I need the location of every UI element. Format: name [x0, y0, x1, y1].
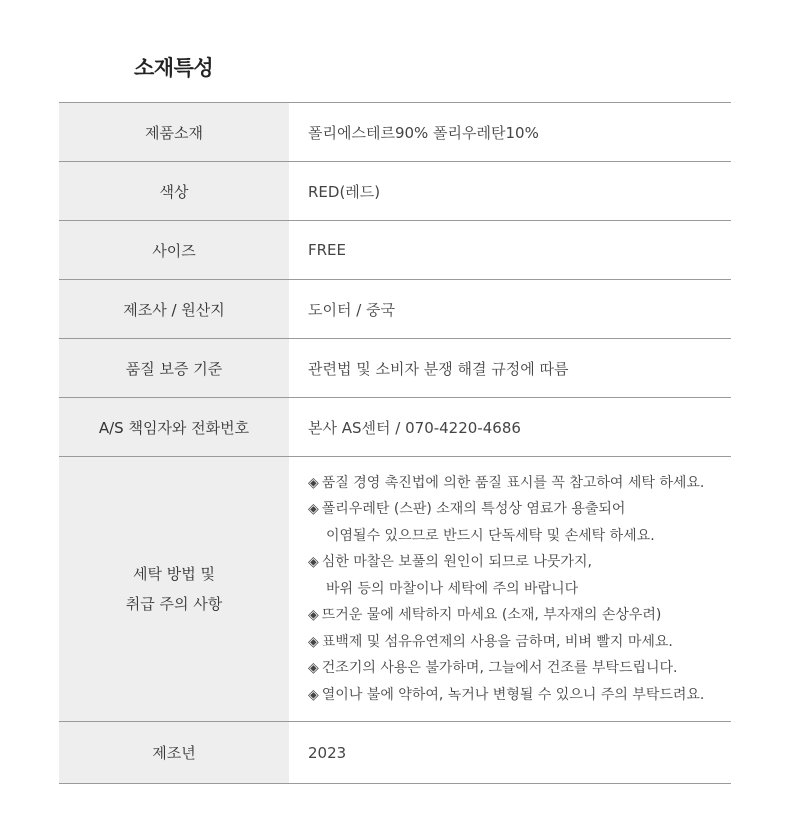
row-value-quality: 관련법 및 소비자 분쟁 해결 규정에 따름 — [289, 339, 731, 398]
table-row — [59, 398, 731, 457]
list-item: 이염될수 있으므로 반드시 단독세탁 및 손세탁 하세요. — [326, 527, 655, 544]
diamond-bullet-icon: ◈ — [308, 607, 319, 624]
row-value-material: 폴리에스테르90% 폴리우레탄10% — [289, 103, 731, 162]
row-label-material: 제품소재 — [59, 103, 289, 162]
list-item: ◈ 표백제 및 섬유유연제의 사용을 금하며, 비벼 빨지 마세요. — [308, 633, 673, 650]
diamond-bullet-icon: ◈ — [308, 474, 319, 491]
row-label-manufacturer: 제조사 / 원산지 — [59, 280, 289, 339]
list-item: ◈ 뜨거운 물에 세탁하지 마세요 (소재, 부자재의 손상우려) — [308, 607, 662, 624]
diamond-bullet-icon: ◈ — [308, 660, 319, 677]
diamond-bullet-icon: ◈ — [308, 501, 319, 518]
diamond-bullet-icon: ◈ — [308, 633, 319, 650]
row-value-size: FREE — [289, 221, 731, 280]
table-row — [59, 162, 731, 221]
table-row — [59, 339, 731, 398]
product-spec-table — [59, 102, 731, 784]
table-row — [59, 103, 731, 162]
row-label-care — [59, 457, 289, 722]
row-label-size: 사이즈 — [59, 221, 289, 280]
diamond-bullet-icon: ◈ — [308, 554, 319, 571]
care-label-line2: 취급 주의 사항 — [125, 595, 223, 613]
list-item: ◈ 심한 마찰은 보풀의 원인이 되므로 나뭇가지, — [308, 554, 592, 571]
row-value-care — [289, 457, 731, 722]
list-item: ◈ 건조기의 사용은 불가하며, 그늘에서 건조를 부탁드립니다. — [308, 660, 678, 677]
row-label-color: 색상 — [59, 162, 289, 221]
table-row — [59, 221, 731, 280]
section-title: 소재특성 — [134, 56, 214, 80]
row-value-manufacturer: 도이터 / 중국 — [289, 280, 731, 339]
care-label-line1: 세탁 방법 및 — [133, 565, 215, 583]
table-row — [59, 280, 731, 339]
row-value-as-contact: 본사 AS센터 / 070-4220-4686 — [289, 398, 731, 457]
row-value-manufacture-year: 2023 — [289, 722, 731, 784]
list-item: ◈ 열이나 불에 약하여, 녹거나 변형될 수 있으니 주의 부탁드려요. — [308, 686, 705, 703]
diamond-bullet-icon: ◈ — [308, 686, 319, 703]
care-notes-list — [308, 470, 731, 709]
row-label-as-contact: A/S 책임자와 전화번호 — [59, 398, 289, 457]
table-row — [59, 722, 731, 784]
table-row — [59, 457, 731, 722]
list-item: 바위 등의 마찰이나 세탁에 주의 바랍니다 — [326, 580, 579, 597]
row-label-manufacture-year: 제조년 — [59, 722, 289, 784]
list-item: ◈ 품질 경영 촉진법에 의한 품질 표시를 꼭 참고하여 세탁 하세요. — [308, 474, 705, 491]
row-value-color: RED(레드) — [289, 162, 731, 221]
row-label-quality: 품질 보증 기준 — [59, 339, 289, 398]
list-item: ◈ 폴리우레탄 (스판) 소재의 특성상 염료가 용출되어 — [308, 501, 626, 518]
